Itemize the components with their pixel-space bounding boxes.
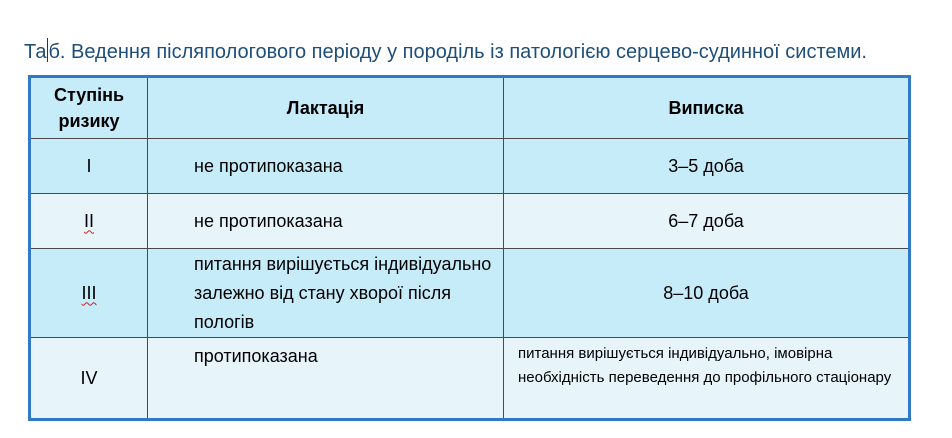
header-lactation: Лактація <box>148 77 504 139</box>
table-caption <box>24 38 867 64</box>
cell-lactation: протипоказана <box>148 338 504 420</box>
cell-discharge: 8–10 доба <box>504 249 910 338</box>
cell-risk <box>30 338 148 420</box>
table-row <box>30 194 910 249</box>
risk-level: III <box>81 282 97 303</box>
caption-rest: б. Ведення післяпологового періоду у породіль із патологією серцево-судинної системи. <box>48 41 867 63</box>
cell-discharge: 6–7 доба <box>504 194 910 249</box>
risk-level: II <box>83 210 94 231</box>
table-row <box>30 249 910 338</box>
caption-start: Та <box>24 41 47 63</box>
risk-level: I <box>86 155 92 176</box>
table-row <box>30 338 910 420</box>
cell-risk <box>30 194 148 249</box>
cell-discharge: 3–5 доба <box>504 139 910 194</box>
table-row <box>30 139 910 194</box>
cell-discharge: питання вирішується індивідуально, імовірна необхідність переведення до профільного стаціонару <box>504 338 910 420</box>
cell-risk <box>30 249 148 338</box>
header-risk: Ступінь ризику <box>30 77 148 139</box>
cell-lactation: не протипоказана <box>148 194 504 249</box>
risk-level: IV <box>80 367 98 388</box>
table-header-row <box>30 77 910 139</box>
header-discharge: Виписка <box>504 77 910 139</box>
cell-risk <box>30 139 148 194</box>
risk-table <box>28 75 911 421</box>
cell-lactation: питання вирішується індивідуально залежно від стану хворої після пологів <box>148 249 504 338</box>
cell-lactation: не протипоказана <box>148 139 504 194</box>
